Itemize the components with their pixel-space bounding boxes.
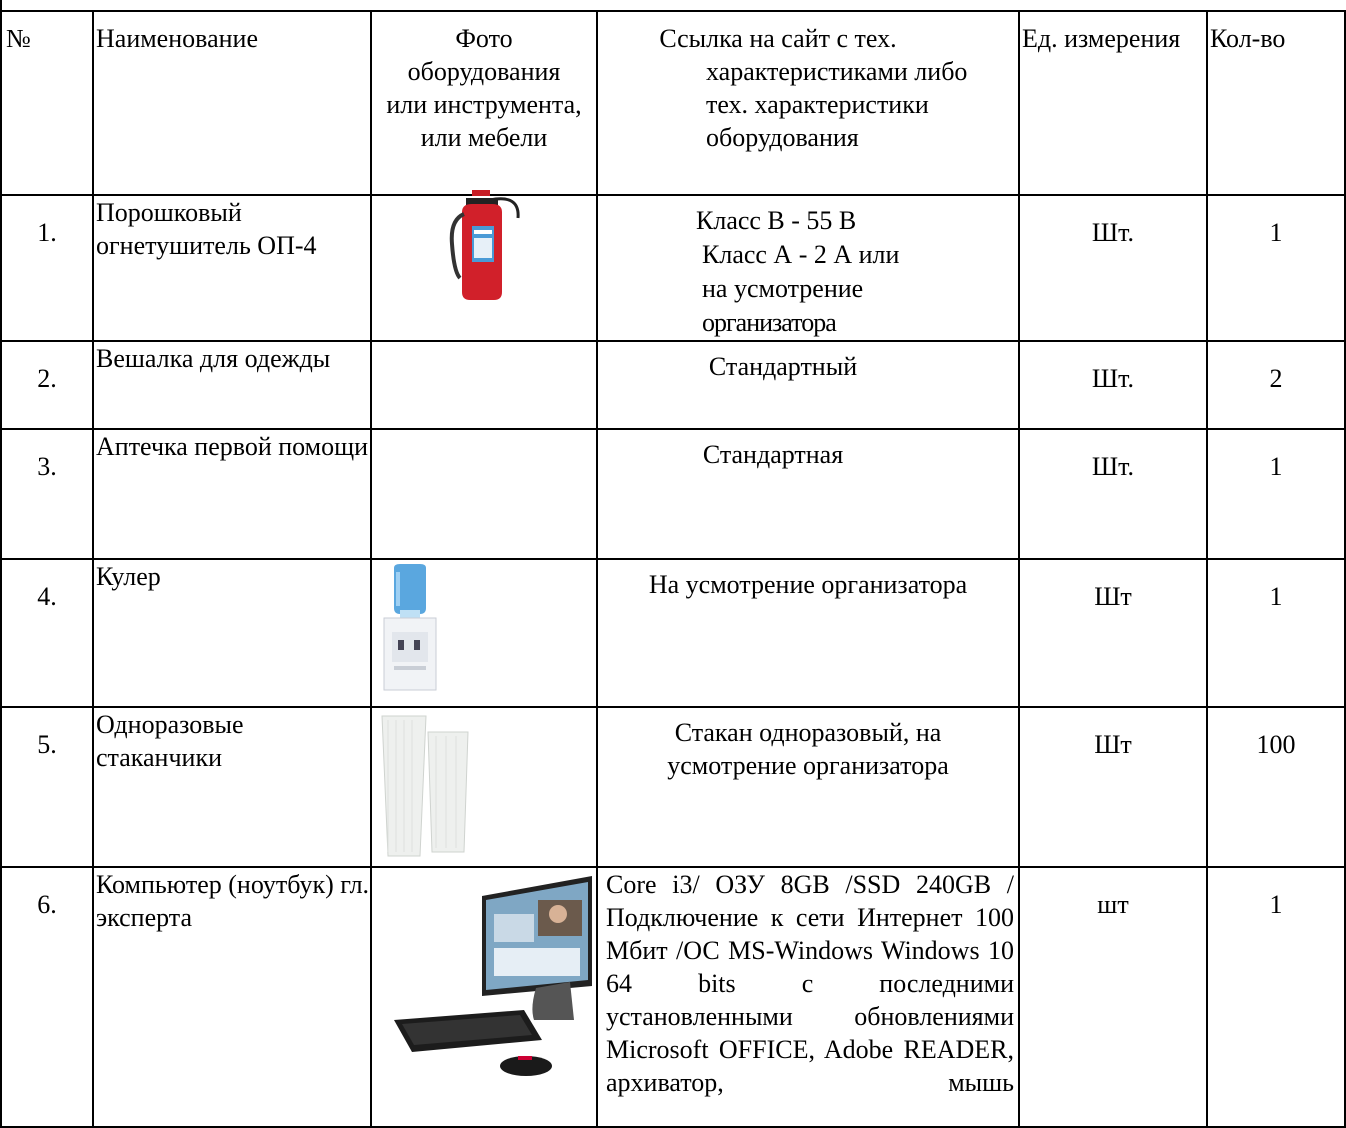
table-fragment-line xyxy=(370,1070,372,1079)
row-photo xyxy=(371,559,597,707)
water-cooler-icon xyxy=(374,562,454,702)
row-num: 4. xyxy=(1,559,93,707)
row-unit: Шт. xyxy=(1019,195,1207,341)
plastic-cups-icon xyxy=(378,710,474,860)
computer-icon xyxy=(386,870,596,1080)
row-name: Вешалка для одежды xyxy=(93,341,371,429)
row-spec-line: Класс А - 2 А или xyxy=(702,240,900,269)
header-photo xyxy=(371,11,597,195)
row-qty: 1 xyxy=(1207,429,1345,559)
row-spec-text: Стакан одноразовый, на усмотрение организатора xyxy=(667,718,949,780)
header-qty: Кол-во xyxy=(1207,11,1345,195)
row-name: Компьютер (ноутбук) гл. эксперта xyxy=(93,867,371,1127)
row-spec xyxy=(597,195,1019,341)
table-header-row xyxy=(1,11,1345,195)
header-spec-line2: характеристиками либо xyxy=(706,57,968,86)
header-spec xyxy=(597,11,1019,195)
row-qty: 1 xyxy=(1207,867,1345,1127)
row-name: Кулер xyxy=(93,559,371,707)
equipment-table xyxy=(0,10,1346,1128)
row-unit: Шт. xyxy=(1019,429,1207,559)
row-num: 2. xyxy=(1,341,93,429)
header-spec-line4: оборудования xyxy=(706,123,859,152)
row-photo xyxy=(371,867,597,1127)
row-num: 5. xyxy=(1,707,93,867)
row-spec: Стандартная xyxy=(597,429,1019,559)
fire-extinguisher-icon xyxy=(446,190,532,302)
header-spec-line3: тех. характеристики xyxy=(706,90,929,119)
row-photo xyxy=(371,429,597,559)
table-row xyxy=(1,707,1345,867)
row-photo xyxy=(371,195,597,341)
table-row xyxy=(1,429,1345,559)
row-spec-line: на усмотрение xyxy=(702,274,864,303)
row-photo xyxy=(371,707,597,867)
row-qty: 1 xyxy=(1207,195,1345,341)
row-qty: 1 xyxy=(1207,559,1345,707)
row-spec xyxy=(597,707,1019,867)
row-photo xyxy=(371,341,597,429)
row-spec: Стандартный xyxy=(597,341,1019,429)
row-name: Одноразовые стаканчики xyxy=(93,707,371,867)
table-row xyxy=(1,559,1345,707)
row-num: 6. xyxy=(1,867,93,1127)
page-edge-line xyxy=(0,0,2,10)
row-qty: 2 xyxy=(1207,341,1345,429)
header-num: № xyxy=(1,11,93,195)
header-spec-line1: Ссылка на сайт с тех. xyxy=(659,24,897,53)
row-name: Порошковый огнетушитель ОП-4 xyxy=(93,195,371,341)
row-name: Аптечка первой помощи xyxy=(93,429,371,559)
row-unit: Шт xyxy=(1019,707,1207,867)
header-unit: Ед. измерения xyxy=(1019,11,1207,195)
row-spec-line: организатора xyxy=(702,308,836,337)
table-row xyxy=(1,867,1345,1127)
row-unit: Шт. xyxy=(1019,341,1207,429)
row-num: 1. xyxy=(1,195,93,341)
header-photo-label: Фото оборудования или инструмента, или мебели xyxy=(386,24,582,152)
row-spec-line: Класс В - 55 В xyxy=(696,206,857,235)
row-num: 3. xyxy=(1,429,93,559)
row-spec: На усмотрение организатора xyxy=(597,559,1019,707)
table-row xyxy=(1,195,1345,341)
row-unit: Шт xyxy=(1019,559,1207,707)
row-qty: 100 xyxy=(1207,707,1345,867)
row-unit: шт xyxy=(1019,867,1207,1127)
row-spec: Core i3/ ОЗУ 8GB /SSD 240GB / Подключение к сети Интернет 100 Мбит /ОС MS-Windows Windows 10 64 bits с последними установленными обновлениями Microsoft OFFICE, Adobe READER, архиватор, мышь xyxy=(597,867,1019,1127)
table-row xyxy=(1,341,1345,429)
header-name: Наименование xyxy=(93,11,371,195)
